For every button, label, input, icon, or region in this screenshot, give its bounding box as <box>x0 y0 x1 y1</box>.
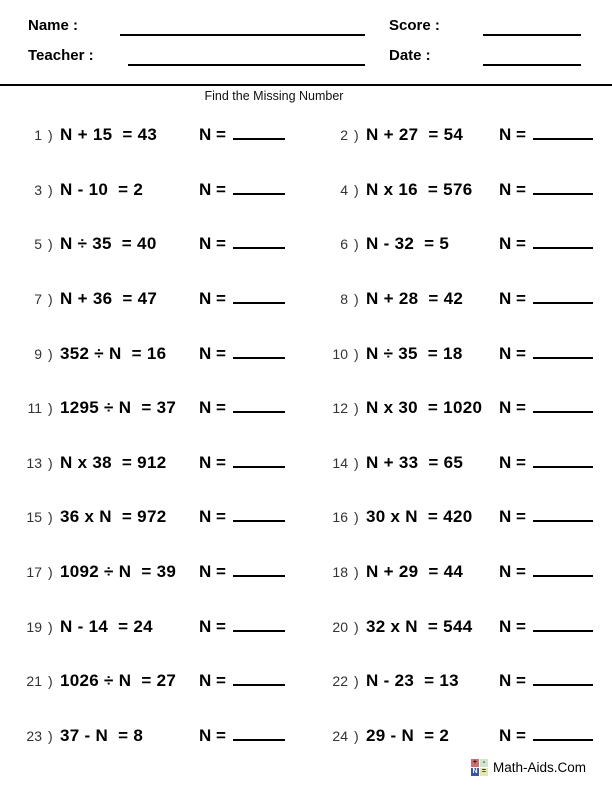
problem-answer <box>499 453 593 473</box>
problem-item <box>0 381 306 436</box>
problem-answer <box>499 671 593 691</box>
problem-answer <box>499 125 593 145</box>
problem-row <box>0 326 612 381</box>
name-label: Name : <box>28 17 79 34</box>
problem-equation: N - 14 = 24 <box>60 616 153 636</box>
answer-blank[interactable] <box>533 398 593 413</box>
problem-answer <box>499 234 593 254</box>
problem-item <box>0 272 306 327</box>
problem-answer <box>499 398 593 418</box>
problem-equation: N ÷ 35 = 40 <box>60 234 157 254</box>
problem-number: 10 <box>332 345 348 362</box>
problem-equation: N ÷ 35 = 18 <box>366 343 463 363</box>
problem-row <box>0 599 612 654</box>
problem-number-paren: ) <box>48 454 53 471</box>
answer-blank[interactable] <box>533 562 593 577</box>
brand-text: Math-Aids.Com <box>492 760 586 775</box>
answer-label: N = <box>499 671 526 691</box>
problem-number-paren: ) <box>354 181 359 198</box>
problem-row <box>0 217 612 272</box>
problem-equation: 37 - N = 8 <box>60 725 144 745</box>
problem-equation: N + 28 = 42 <box>366 289 464 309</box>
problem-item <box>306 217 612 272</box>
problem-item <box>0 709 306 764</box>
problem-equation: N - 10 = 2 <box>60 179 144 199</box>
answer-blank[interactable] <box>233 507 285 522</box>
problem-answer <box>199 617 285 637</box>
problem-number-paren: ) <box>48 618 53 635</box>
problem-number-paren: ) <box>354 400 359 417</box>
problem-equation: 36 x N = 972 <box>60 507 167 527</box>
answer-blank[interactable] <box>233 125 285 140</box>
problem-item <box>0 326 306 381</box>
logo-cell: - <box>480 759 488 767</box>
problem-row <box>0 108 612 163</box>
problem-item <box>306 654 612 709</box>
problem-number-paren: ) <box>48 400 53 417</box>
problem-number: 1 <box>34 127 42 144</box>
problem-number-paren: ) <box>354 291 359 308</box>
problem-item <box>0 490 306 545</box>
logo-cell: + <box>472 759 478 766</box>
problem-answer <box>199 453 285 473</box>
problem-answer <box>499 617 593 637</box>
problem-number: 24 <box>332 727 348 744</box>
answer-blank[interactable] <box>233 344 285 359</box>
answer-blank[interactable] <box>533 507 593 522</box>
problem-answer <box>199 289 285 309</box>
problem-number-paren: ) <box>354 618 359 635</box>
problem-equation: N x 30 = 1020 <box>366 398 483 418</box>
problem-item <box>306 272 612 327</box>
answer-blank[interactable] <box>233 562 285 577</box>
problem-number-paren: ) <box>354 564 359 581</box>
problem-number-paren: ) <box>354 727 359 744</box>
problem-answer <box>199 344 285 364</box>
date-input-line[interactable] <box>483 64 581 66</box>
answer-blank[interactable] <box>533 344 593 359</box>
problem-answer <box>499 562 593 582</box>
answer-blank[interactable] <box>233 398 285 413</box>
answer-label: N = <box>499 234 526 254</box>
answer-label: N = <box>199 289 226 309</box>
problem-number: 9 <box>34 345 42 362</box>
problem-number: 8 <box>340 291 348 308</box>
problem-equation: 1295 ÷ N = 37 <box>60 398 177 418</box>
name-input-line[interactable] <box>120 34 365 36</box>
problem-number-paren: ) <box>48 291 53 308</box>
problem-equation: 1092 ÷ N = 39 <box>60 562 177 582</box>
answer-label: N = <box>199 562 226 582</box>
teacher-input-line[interactable] <box>128 64 365 66</box>
answer-label: N = <box>499 343 526 363</box>
answer-blank[interactable] <box>233 617 285 632</box>
answer-label: N = <box>499 562 526 582</box>
answer-label: N = <box>499 616 526 636</box>
problem-row <box>0 436 612 491</box>
answer-blank[interactable] <box>533 234 593 249</box>
answer-label: N = <box>199 507 226 527</box>
problem-item <box>0 108 306 163</box>
problem-equation: N - 32 = 5 <box>366 234 450 254</box>
problem-item <box>306 326 612 381</box>
problem-number-paren: ) <box>354 509 359 526</box>
header-divider <box>0 84 612 86</box>
problem-answer <box>499 726 593 746</box>
problem-equation: 352 ÷ N = 16 <box>60 343 167 363</box>
problem-number-paren: ) <box>48 509 53 526</box>
problem-number-paren: ) <box>48 345 53 362</box>
problem-equation: N x 38 = 912 <box>60 452 167 472</box>
problem-number: 3 <box>34 181 42 198</box>
problem-number-paren: ) <box>48 127 53 144</box>
problem-answer <box>499 344 593 364</box>
answer-label: N = <box>499 452 526 472</box>
problem-item <box>306 490 612 545</box>
problem-number: 22 <box>332 673 348 690</box>
answer-label: N = <box>199 179 226 199</box>
problem-equation: 32 x N = 544 <box>366 616 473 636</box>
problem-number: 7 <box>34 291 42 308</box>
answer-label: N = <box>199 234 226 254</box>
answer-label: N = <box>499 125 526 145</box>
problem-item <box>306 436 612 491</box>
problem-number: 6 <box>340 236 348 253</box>
answer-label: N = <box>199 343 226 363</box>
problem-equation: N + 29 = 44 <box>366 562 464 582</box>
date-label: Date : <box>389 47 431 64</box>
problem-equation: N - 23 = 13 <box>366 671 459 691</box>
problem-number-paren: ) <box>48 564 53 581</box>
problem-answer <box>199 125 285 145</box>
problem-item <box>0 545 306 600</box>
problem-equation: 1026 ÷ N = 27 <box>60 671 177 691</box>
answer-blank[interactable] <box>233 453 285 468</box>
answer-label: N = <box>199 616 226 636</box>
answer-blank[interactable] <box>533 726 593 741</box>
problem-number-paren: ) <box>48 727 53 744</box>
answer-label: N = <box>199 452 226 472</box>
problem-number: 5 <box>34 236 42 253</box>
problem-item <box>306 709 612 764</box>
problem-answer <box>199 562 285 582</box>
problem-number: 16 <box>332 509 348 526</box>
problem-row <box>0 272 612 327</box>
problem-item <box>306 545 612 600</box>
problem-item <box>306 108 612 163</box>
problem-answer <box>199 507 285 527</box>
page-title: Find the Missing Number <box>204 89 344 103</box>
problem-number: 21 <box>26 673 42 690</box>
problem-row <box>0 163 612 218</box>
answer-blank[interactable] <box>533 125 593 140</box>
answer-blank[interactable] <box>233 234 285 249</box>
logo-cell: = <box>481 768 487 775</box>
problem-equation: N + 27 = 54 <box>366 125 464 145</box>
score-label: Score : <box>389 17 440 34</box>
problem-equation: 30 x N = 420 <box>366 507 473 527</box>
problem-item <box>0 436 306 491</box>
teacher-label: Teacher : <box>28 47 94 64</box>
answer-label: N = <box>199 125 226 145</box>
problem-number: 17 <box>26 564 42 581</box>
problem-number: 4 <box>340 181 348 198</box>
answer-label: N = <box>199 671 226 691</box>
problem-number: 12 <box>332 400 348 417</box>
problem-row <box>0 709 612 764</box>
problem-number: 23 <box>26 727 42 744</box>
answer-blank[interactable] <box>533 453 593 468</box>
math-aids-logo-icon <box>471 759 488 776</box>
problem-answer <box>499 180 593 200</box>
answer-blank[interactable] <box>533 289 593 304</box>
problem-number: 19 <box>26 618 42 635</box>
logo-cell: N <box>472 768 478 775</box>
problem-number: 15 <box>26 509 42 526</box>
problem-equation: N x 16 = 576 <box>366 179 473 199</box>
problem-number: 20 <box>332 618 348 635</box>
problem-equation: N + 36 = 47 <box>60 289 158 309</box>
problem-number: 18 <box>332 564 348 581</box>
answer-label: N = <box>199 725 226 745</box>
problem-number: 13 <box>26 454 42 471</box>
problem-item <box>306 599 612 654</box>
problem-number: 14 <box>332 454 348 471</box>
problem-number: 11 <box>27 400 42 417</box>
answer-label: N = <box>499 179 526 199</box>
answer-blank[interactable] <box>233 289 285 304</box>
problem-number-paren: ) <box>354 454 359 471</box>
footer <box>471 759 586 776</box>
problem-answer <box>499 507 593 527</box>
problem-number-paren: ) <box>48 181 53 198</box>
problem-answer <box>199 671 285 691</box>
answer-label: N = <box>499 507 526 527</box>
problem-answer <box>199 234 285 254</box>
problem-item <box>0 217 306 272</box>
problem-item <box>306 381 612 436</box>
problem-item <box>0 599 306 654</box>
answer-label: N = <box>499 398 526 418</box>
problems-grid <box>0 108 612 763</box>
problem-item <box>306 163 612 218</box>
answer-label: N = <box>499 289 526 309</box>
problem-item <box>0 654 306 709</box>
answer-blank[interactable] <box>533 617 593 632</box>
problem-answer <box>199 726 285 746</box>
problem-row <box>0 490 612 545</box>
answer-blank[interactable] <box>533 180 593 195</box>
problem-row <box>0 545 612 600</box>
problem-answer <box>499 289 593 309</box>
answer-blank[interactable] <box>533 671 593 686</box>
answer-blank[interactable] <box>233 180 285 195</box>
problem-number-paren: ) <box>48 236 53 253</box>
problem-equation: N + 33 = 65 <box>366 452 464 472</box>
answer-label: N = <box>499 725 526 745</box>
answer-blank[interactable] <box>233 726 285 741</box>
answer-blank[interactable] <box>233 671 285 686</box>
problem-answer <box>199 180 285 200</box>
problem-row <box>0 654 612 709</box>
problem-number-paren: ) <box>48 673 53 690</box>
problem-equation: 29 - N = 2 <box>366 725 450 745</box>
score-input-line[interactable] <box>483 34 581 36</box>
problem-number-paren: ) <box>354 236 359 253</box>
problem-number-paren: ) <box>354 345 359 362</box>
problem-answer <box>199 398 285 418</box>
problem-equation: N + 15 = 43 <box>60 125 158 145</box>
answer-label: N = <box>199 398 226 418</box>
problem-number: 2 <box>340 127 348 144</box>
problem-number-paren: ) <box>354 127 359 144</box>
problem-number-paren: ) <box>354 673 359 690</box>
problem-row <box>0 381 612 436</box>
problem-item <box>0 163 306 218</box>
